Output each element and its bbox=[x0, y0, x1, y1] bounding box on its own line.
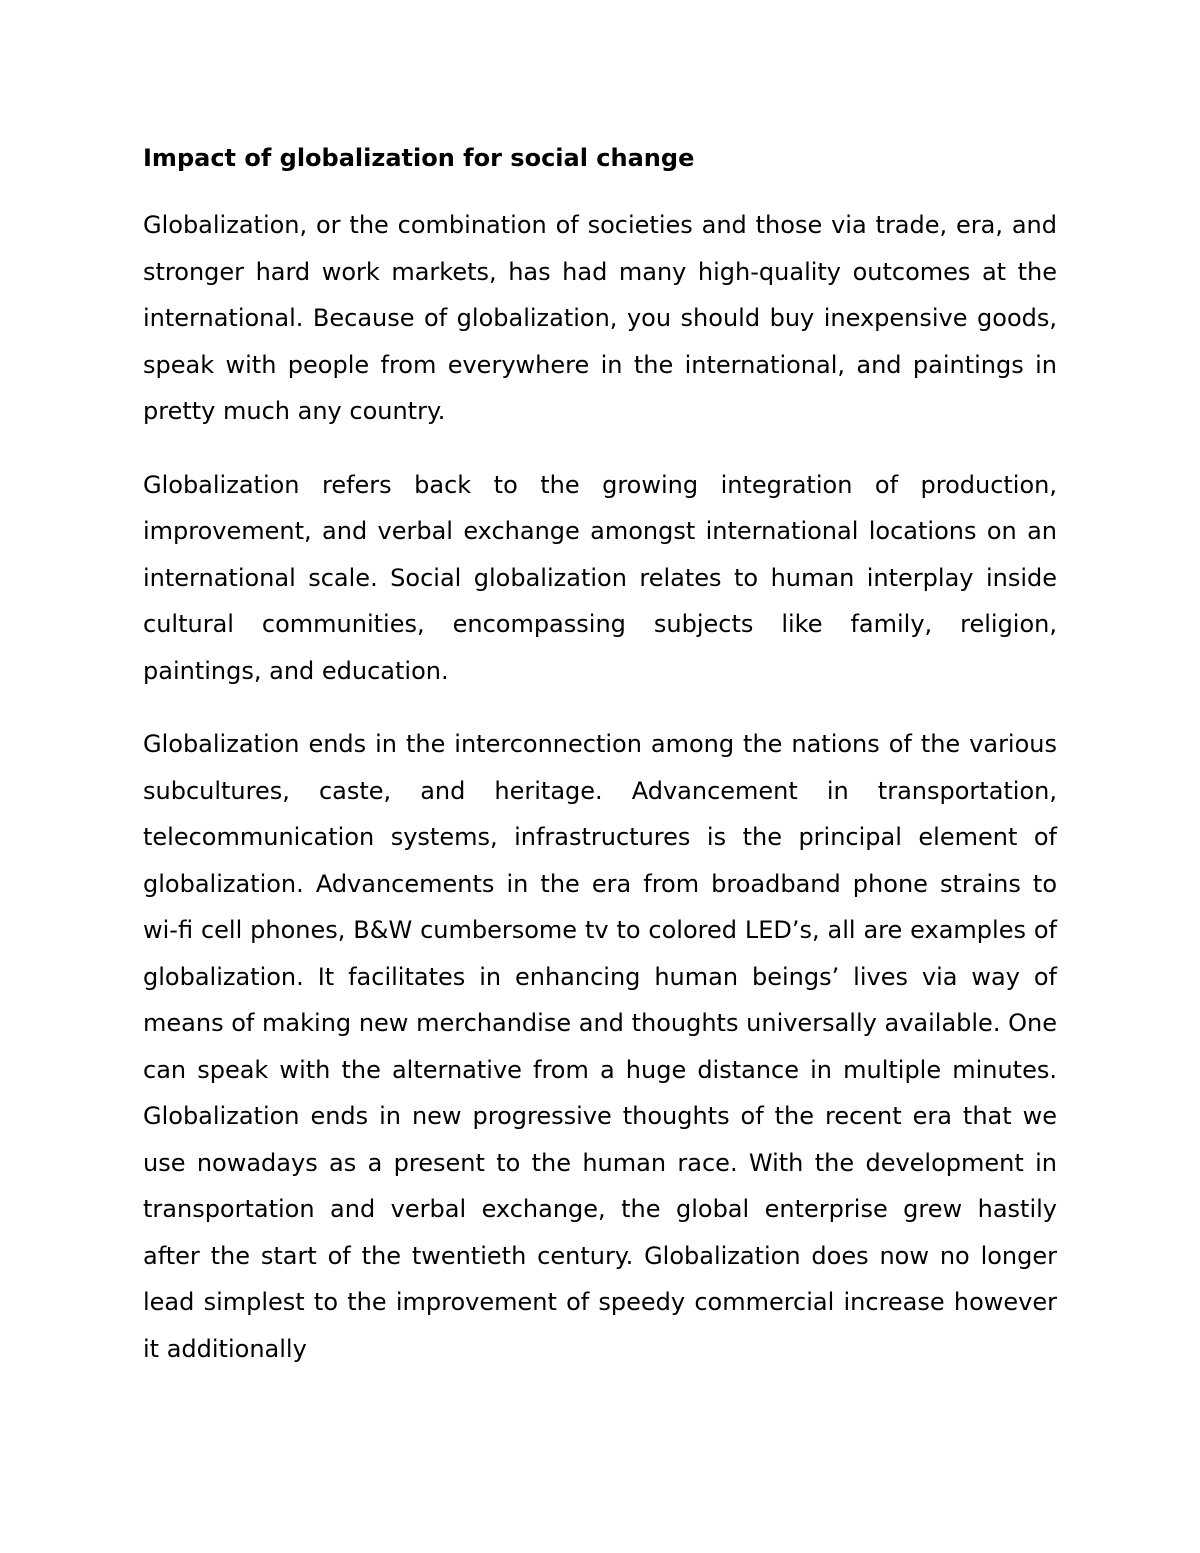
paragraph-1: Globalization, or the combination of societies and those via trade, era, and stronger hard work markets, has had many high-quality outcomes at the international. Because of globalization, you should buy inexpensive goods, speak with people from everywhere in the international, and paintings in pretty much any country. bbox=[143, 211, 1057, 425]
paragraph-3: Globalization ends in the interconnection among the nations of the various subcultures, caste, and heritage. Advancement in transportation, telecommunication systems, infrastructures is the principal element of globalization. Advancements in the era from broadband phone strains to wi-fi cell phones, B&W cumbersome tv to colored LED’s, all are examples of globalization. It facilitates in enhancing human beings’ lives via way of means of making new merchandise and thoughts universally available. One can speak with the alternative from a huge distance in multiple minutes. Globalization ends in new progressive thoughts of the recent era that we use nowadays as a present to the human race. With the development in transportation and verbal exchange, the global enterprise grew hastily after the start of the twentieth century. Globalization does now no longer lead simplest to the improvement of speedy commercial increase however it additionally bbox=[143, 730, 1057, 1363]
document-body bbox=[143, 138, 1057, 1399]
paragraph-2: Globalization refers back to the growing integration of production, improvement, and verbal exchange amongst international locations on an international scale. Social globalization relates to human interplay inside cultural communities, encompassing subjects like family, religion, paintings, and education. bbox=[143, 470, 1057, 685]
document-title: Impact of globalization for social change bbox=[143, 144, 695, 172]
